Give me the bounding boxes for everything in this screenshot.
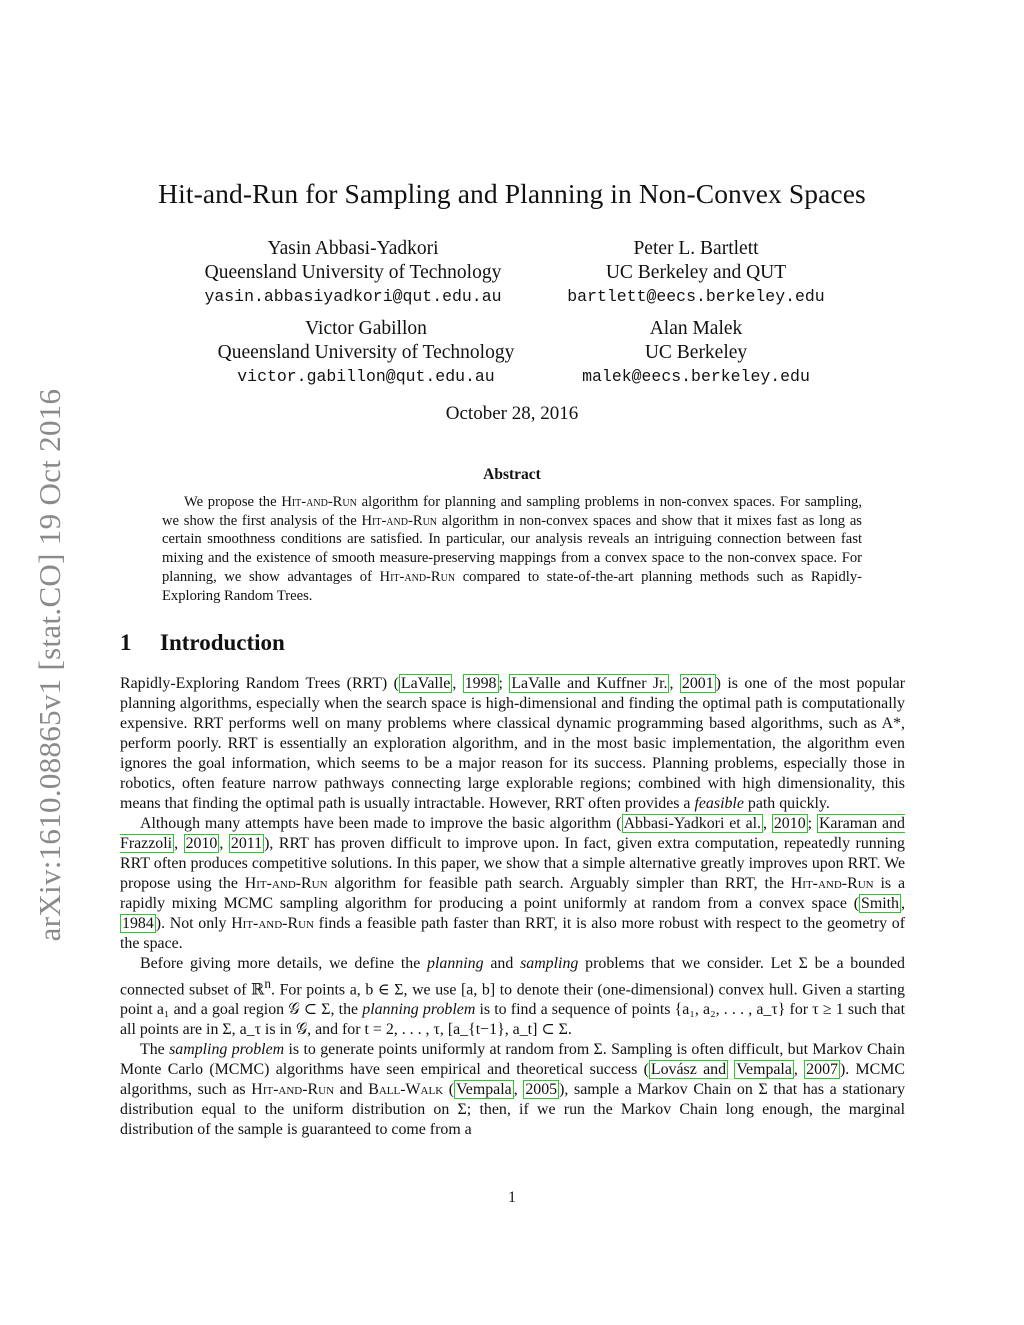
abstract-heading: Abstract <box>483 466 541 483</box>
author-name: Peter L. Bartlett <box>633 238 759 259</box>
algorithm-name: Hit-and-Run <box>251 1081 335 1099</box>
citation-link[interactable]: 2005 <box>525 1081 558 1099</box>
abstract <box>162 493 862 605</box>
citation-link[interactable]: 1998 <box>464 675 497 692</box>
citation-link[interactable]: 2011 <box>230 835 263 852</box>
citation-link[interactable]: 2007 <box>806 1061 838 1079</box>
citation-link[interactable]: Vempala <box>736 1061 792 1079</box>
algorithm-name: Hit-and-Run <box>231 915 314 932</box>
algorithm-name: Hit-and-Run <box>244 875 328 892</box>
citation-link[interactable]: LaValle and Kuffner Jr. <box>511 675 668 692</box>
author-block <box>186 317 546 389</box>
citation-link[interactable]: Karaman and Frazzoli <box>120 815 905 852</box>
citation-link[interactable]: 1984 <box>122 915 154 932</box>
author-block <box>173 237 533 309</box>
arxiv-sidebar-stamp <box>33 345 67 985</box>
section-body <box>120 674 905 1140</box>
section-number: 1 <box>120 630 132 655</box>
body-paragraph: Rapidly-Exploring Random Trees (RRT) ( LaValle , 1998 ; LaValle and Kuffner Jr. , 2001 ) is one of the most popular planning algorithms, especially when the search space is high-dimensional and finding the optimal path is computationally expensive. RRT performs well on many problems where classical dynamic programming based algorithms, such as A*, perform poorly. RRT is essentially an exploration algorithm, and in the most basic implementation, the algorithm even ignores the goal information, which seems to be a major reason for its success. Planning problems, especially those in robotics, often feature narrow pathways connecting large explorable regions; combined with high dimensionality, this means that finding the optimal path is usually intractable. However, RRT often provides a feasible path quickly. <box>120 675 906 812</box>
citation-link[interactable]: Smith <box>861 895 900 912</box>
citation-link[interactable]: 2001 <box>681 675 714 692</box>
author-email: bartlett@eecs.berkeley.edu <box>567 287 825 306</box>
author-name: Alan Malek <box>649 318 743 339</box>
author-affiliation: Queensland University of Technology <box>217 342 515 363</box>
author-email: yasin.abbasiyadkori@qut.edu.au <box>204 287 502 306</box>
algorithm-name: Hit-and-Run <box>379 568 456 585</box>
body-paragraph: The sampling problem is to generate points uniformly at random from Σ. Sampling is often difficult, but Markov Chain Monte Carlo (MCMC) algorithms have seen empirical and theoretical success ( Lovász and Vempala , 2007 ). MCMC algorithms, such as Hit-and-Run and Ball-Walk ( Vempala , 2005 ), sample a Markov Chain on Σ that has a stationary distribution equal to the uniform distribution on Σ; then, if we run the Markov Chain long enough, the marginal distribution of the sample is guaranteed to come from a <box>120 1041 906 1139</box>
citation-link[interactable]: Vempala <box>456 1081 512 1099</box>
author-block <box>516 237 876 309</box>
section-heading <box>120 630 285 656</box>
author-affiliation: UC Berkeley and QUT <box>605 262 787 283</box>
author-name: Victor Gabillon <box>305 318 427 339</box>
algorithm-name: Hit-and-Run <box>790 875 874 892</box>
author-block <box>516 317 876 389</box>
abstract-paragraph: We propose the Hit-and-Run algorithm for planning and sampling problems in non-convex spaces. For sampling, we show the first analysis of the Hit-and-Run algorithm in non-convex spaces and show that it mixes fast as long as certain smoothness conditions are satisfied. In particular, our analysis reveals an intriguing connection between fast mixing and the existence of smooth measure-preserving mappings from a convex space to the non-convex space. For planning, we show advantages of Hit-and-Run compared to state-of-the-art planning methods such as Rapidly-Exploring Random Trees. <box>162 494 862 604</box>
author-name: Yasin Abbasi-Yadkori <box>267 238 439 259</box>
section-title: Introduction <box>160 630 285 655</box>
author-affiliation: Queensland University of Technology <box>204 262 502 283</box>
author-email: victor.gabillon@qut.edu.au <box>237 367 495 386</box>
paper-title: Hit-and-Run for Sampling and Planning in Non-Convex Spaces <box>158 178 866 209</box>
algorithm-name: Hit-and-Run <box>281 494 357 510</box>
body-paragraph: Before giving more details, we define the planning and sampling problems that we consider. Let Σ be a bounded connected subset of ℝ$^n$. For points a, b ∈ Σ, we use [a, b] to denote their (one-dimensional) convex hull. Given a starting point a₁ and a goal region 𝒢 ⊂ Σ, the planning problem is to find a sequence of points {a₁, a₂, . . . , a_τ} for τ ≥ 1 such that all points are in Σ, a_τ is in 𝒢, and for t = 2, . . . , τ, [a_{t−1}, a_t] ⊂ Σ. <box>120 955 906 1039</box>
author-affiliation: UC Berkeley <box>644 342 748 363</box>
page-number: 1 <box>508 1189 516 1206</box>
body-paragraph: Although many attempts have been made to improve the basic algorithm ( Abbasi-Yadkori et al. , 2010 ; Karaman and Frazzoli , 2010 , 2011 ), RRT has proven difficult to improve upon. In fact, given extra computation, repeatedly running RRT often produces competitive solutions. In this paper, we show that a simple alternative greatly improves upon RRT. We propose using the Hit-and-Run algorithm for feasible path search. Arguably simpler than RRT, the Hit-and-Run is a rapidly mixing MCMC sampling algorithm for producing a point uniformly at random from a convex space ( Smith , 1984 ). Not only Hit-and-Run finds a feasible path faster than RRT, it is also more robust with respect to the geometry of the space. <box>120 815 905 952</box>
algorithm-name: Hit-and-Run <box>361 512 438 529</box>
citation-link[interactable]: 2010 <box>185 835 218 852</box>
citation-link[interactable]: Lovász and <box>650 1061 727 1079</box>
algorithm-name: Ball-Walk <box>368 1081 444 1099</box>
citation-link[interactable]: LaValle <box>400 675 451 692</box>
author-email: malek@eecs.berkeley.edu <box>582 367 810 386</box>
citation-link[interactable]: Abbasi-Yadkori et al. <box>623 815 762 832</box>
paper-date: October 28, 2016 <box>445 403 579 424</box>
citation-link[interactable]: 2010 <box>773 815 806 832</box>
arxiv-id: arXiv:1610.08865v1 [stat.CO] 19 Oct 2016 <box>32 388 67 942</box>
